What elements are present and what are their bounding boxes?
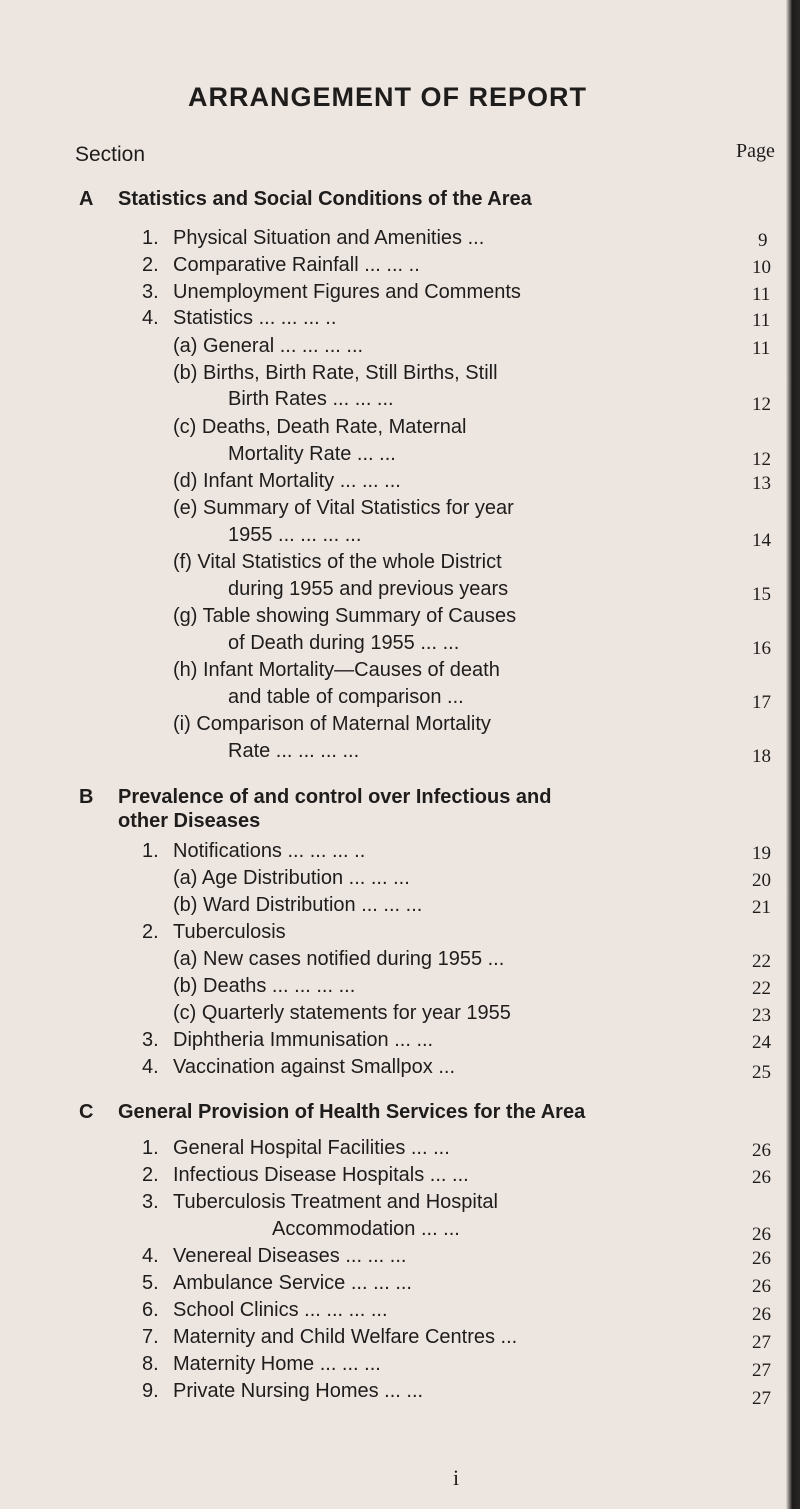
toc-entry	[0, 578, 790, 608]
entry-page: 26	[752, 1248, 771, 1269]
entry-number: 3.	[142, 281, 159, 303]
entry-text: School Clinics ... ... ... ...	[173, 1299, 388, 1321]
entry-text: (c) Quarterly statements for year 1955	[173, 1002, 511, 1024]
entry-page: 26	[752, 1276, 771, 1297]
toc-entry	[0, 335, 790, 365]
toc-entry	[0, 1326, 790, 1356]
toc-entry	[0, 948, 790, 978]
entry-text: (i) Comparison of Maternal Mortality	[173, 713, 491, 735]
toc-entry	[0, 1218, 790, 1248]
entry-text: Ambulance Service ... ... ...	[173, 1272, 412, 1294]
toc-entry	[0, 1056, 790, 1086]
entry-text: Diphtheria Immunisation ... ...	[173, 1029, 434, 1051]
toc-entry	[0, 227, 790, 257]
section-title-b-line2: other Diseases	[118, 810, 261, 832]
toc-entry	[0, 443, 790, 473]
toc-entry	[0, 867, 790, 897]
entry-page: 14	[752, 530, 771, 551]
entry-text: (c) Deaths, Death Rate, Maternal	[173, 416, 467, 438]
entry-text: Maternity Home ... ... ...	[173, 1353, 381, 1375]
entry-page: 26	[752, 1140, 771, 1161]
entry-number: 9.	[142, 1380, 159, 1402]
entry-text: Infectious Disease Hospitals ... ...	[173, 1164, 469, 1186]
entry-text: Notifications ... ... ... ..	[173, 840, 366, 862]
entry-text: (a) Age Distribution ... ... ...	[173, 867, 410, 889]
entry-number: 6.	[142, 1299, 159, 1321]
entry-page: 11	[752, 310, 771, 331]
toc-entry	[0, 1191, 790, 1221]
toc-entry	[0, 524, 790, 554]
entry-page: 12	[752, 394, 771, 415]
entry-number: 2.	[142, 1164, 159, 1186]
toc-entry	[0, 470, 790, 500]
entry-text: Comparative Rainfall ... ... ..	[173, 254, 420, 276]
entry-text: of Death during 1955 ... ...	[228, 632, 460, 654]
entry-page: 18	[752, 746, 771, 767]
entry-number: 4.	[142, 1056, 159, 1078]
section-title-a: Statistics and Social Conditions of the Area	[118, 188, 532, 210]
entry-text: (b) Births, Birth Rate, Still Births, Still	[173, 362, 498, 384]
entry-text: 1955 ... ... ... ...	[228, 524, 362, 546]
entry-text: Physical Situation and Amenities ...	[173, 227, 485, 249]
entry-number: 4.	[142, 307, 159, 329]
entry-page: 26	[752, 1304, 771, 1325]
entry-text: and table of comparison ...	[228, 686, 464, 708]
entry-number: 1.	[142, 840, 159, 862]
entry-page: 15	[752, 584, 771, 605]
entry-number: 3.	[142, 1029, 159, 1051]
section-letter-c: C	[79, 1101, 94, 1123]
toc-entry	[0, 1380, 790, 1410]
toc-entry	[0, 740, 790, 770]
entry-text: Rate ... ... ... ...	[228, 740, 360, 762]
entry-page: 10	[752, 257, 771, 278]
entry-page: 22	[752, 978, 771, 999]
toc-entry	[0, 1299, 790, 1329]
entry-page: 11	[752, 284, 771, 305]
entry-page: 25	[752, 1062, 771, 1083]
entry-page: 23	[752, 1005, 771, 1026]
entry-page: 12	[752, 449, 771, 470]
page-column-header: Page	[736, 140, 775, 162]
section-column-header: Section	[75, 143, 146, 166]
toc-entry	[0, 921, 790, 951]
entry-text: (f) Vital Statistics of the whole District	[173, 551, 502, 573]
toc-entry	[0, 254, 790, 284]
entry-text: (g) Table showing Summary of Causes	[173, 605, 517, 627]
toc-entry	[0, 416, 790, 446]
toc-entry	[0, 686, 790, 716]
entry-page: 16	[752, 638, 771, 659]
entry-text: during 1955 and previous years	[228, 578, 509, 600]
entry-text: Vaccination against Smallpox ...	[173, 1056, 456, 1078]
entry-number: 4.	[142, 1245, 159, 1267]
toc-entry	[0, 307, 790, 337]
entry-page: 27	[752, 1360, 771, 1381]
section-letter-a: A	[79, 188, 94, 210]
entry-number: 2.	[142, 921, 159, 943]
entry-number: 1.	[142, 227, 159, 249]
toc-entry	[0, 388, 790, 418]
toc-entry	[0, 1137, 790, 1167]
entry-text: Accommodation ... ...	[272, 1218, 460, 1240]
entry-text: (d) Infant Mortality ... ... ...	[173, 470, 401, 492]
entry-text: (a) General ... ... ... ...	[173, 335, 364, 357]
page-number-footer: i	[453, 1465, 460, 1490]
entry-text: Tuberculosis	[173, 921, 286, 943]
entry-number: 7.	[142, 1326, 159, 1348]
toc-entry	[0, 551, 790, 581]
entry-page: 17	[752, 692, 771, 713]
entry-page: 9	[758, 230, 768, 251]
entry-text: (b) Ward Distribution ... ... ...	[173, 894, 423, 916]
entry-text: Venereal Diseases ... ... ...	[173, 1245, 407, 1267]
entry-text: Private Nursing Homes ... ...	[173, 1380, 424, 1402]
entry-page: 22	[752, 951, 771, 972]
entry-page: 26	[752, 1224, 771, 1245]
entry-text: Mortality Rate ... ...	[228, 443, 396, 465]
entry-number: 1.	[142, 1137, 159, 1159]
toc-entry	[0, 1164, 790, 1194]
entry-number: 3.	[142, 1191, 159, 1213]
toc-entry	[0, 1245, 790, 1275]
entry-page: 21	[752, 897, 771, 918]
entry-number: 2.	[142, 254, 159, 276]
toc-entry	[0, 894, 790, 924]
toc-entry	[0, 975, 790, 1005]
entry-number: 5.	[142, 1272, 159, 1294]
entry-page: 27	[752, 1332, 771, 1353]
toc-entry	[0, 605, 790, 635]
entry-page: 13	[752, 473, 771, 494]
toc-entry	[0, 1272, 790, 1302]
entry-page: 27	[752, 1388, 771, 1409]
entry-page: 26	[752, 1167, 771, 1188]
entry-text: (b) Deaths ... ... ... ...	[173, 975, 356, 997]
toc-entry	[0, 1002, 790, 1032]
toc-entry	[0, 632, 790, 662]
entry-text: (h) Infant Mortality—Causes of death	[173, 659, 500, 681]
toc-entry	[0, 497, 790, 527]
section-title-c: General Provision of Health Services for the Area	[118, 1101, 586, 1123]
entry-text: Statistics ... ... ... ..	[173, 307, 337, 329]
toc-entry	[0, 1029, 790, 1059]
entry-page: 24	[752, 1032, 771, 1053]
entry-text: (a) New cases notified during 1955 ...	[173, 948, 505, 970]
entry-text: (e) Summary of Vital Statistics for year	[173, 497, 514, 519]
entry-text: General Hospital Facilities ... ...	[173, 1137, 450, 1159]
toc-entry	[0, 713, 790, 743]
entry-number: 8.	[142, 1353, 159, 1375]
entry-text: Tuberculosis Treatment and Hospital	[173, 1191, 498, 1213]
toc-entry	[0, 659, 790, 689]
toc-entry	[0, 1353, 790, 1383]
section-title-b: Prevalence of and control over Infectious and	[118, 786, 552, 808]
entry-text: Birth Rates ... ... ...	[228, 388, 394, 410]
entry-page: 20	[752, 870, 771, 891]
entry-text: Maternity and Child Welfare Centres ...	[173, 1326, 518, 1348]
entry-text: Unemployment Figures and Comments	[173, 281, 521, 303]
entry-page: 11	[752, 338, 771, 359]
section-letter-b: B	[79, 786, 94, 808]
entry-page: 19	[752, 843, 771, 864]
page-title: ARRANGEMENT OF REPORT	[188, 82, 587, 112]
toc-entry	[0, 840, 790, 870]
